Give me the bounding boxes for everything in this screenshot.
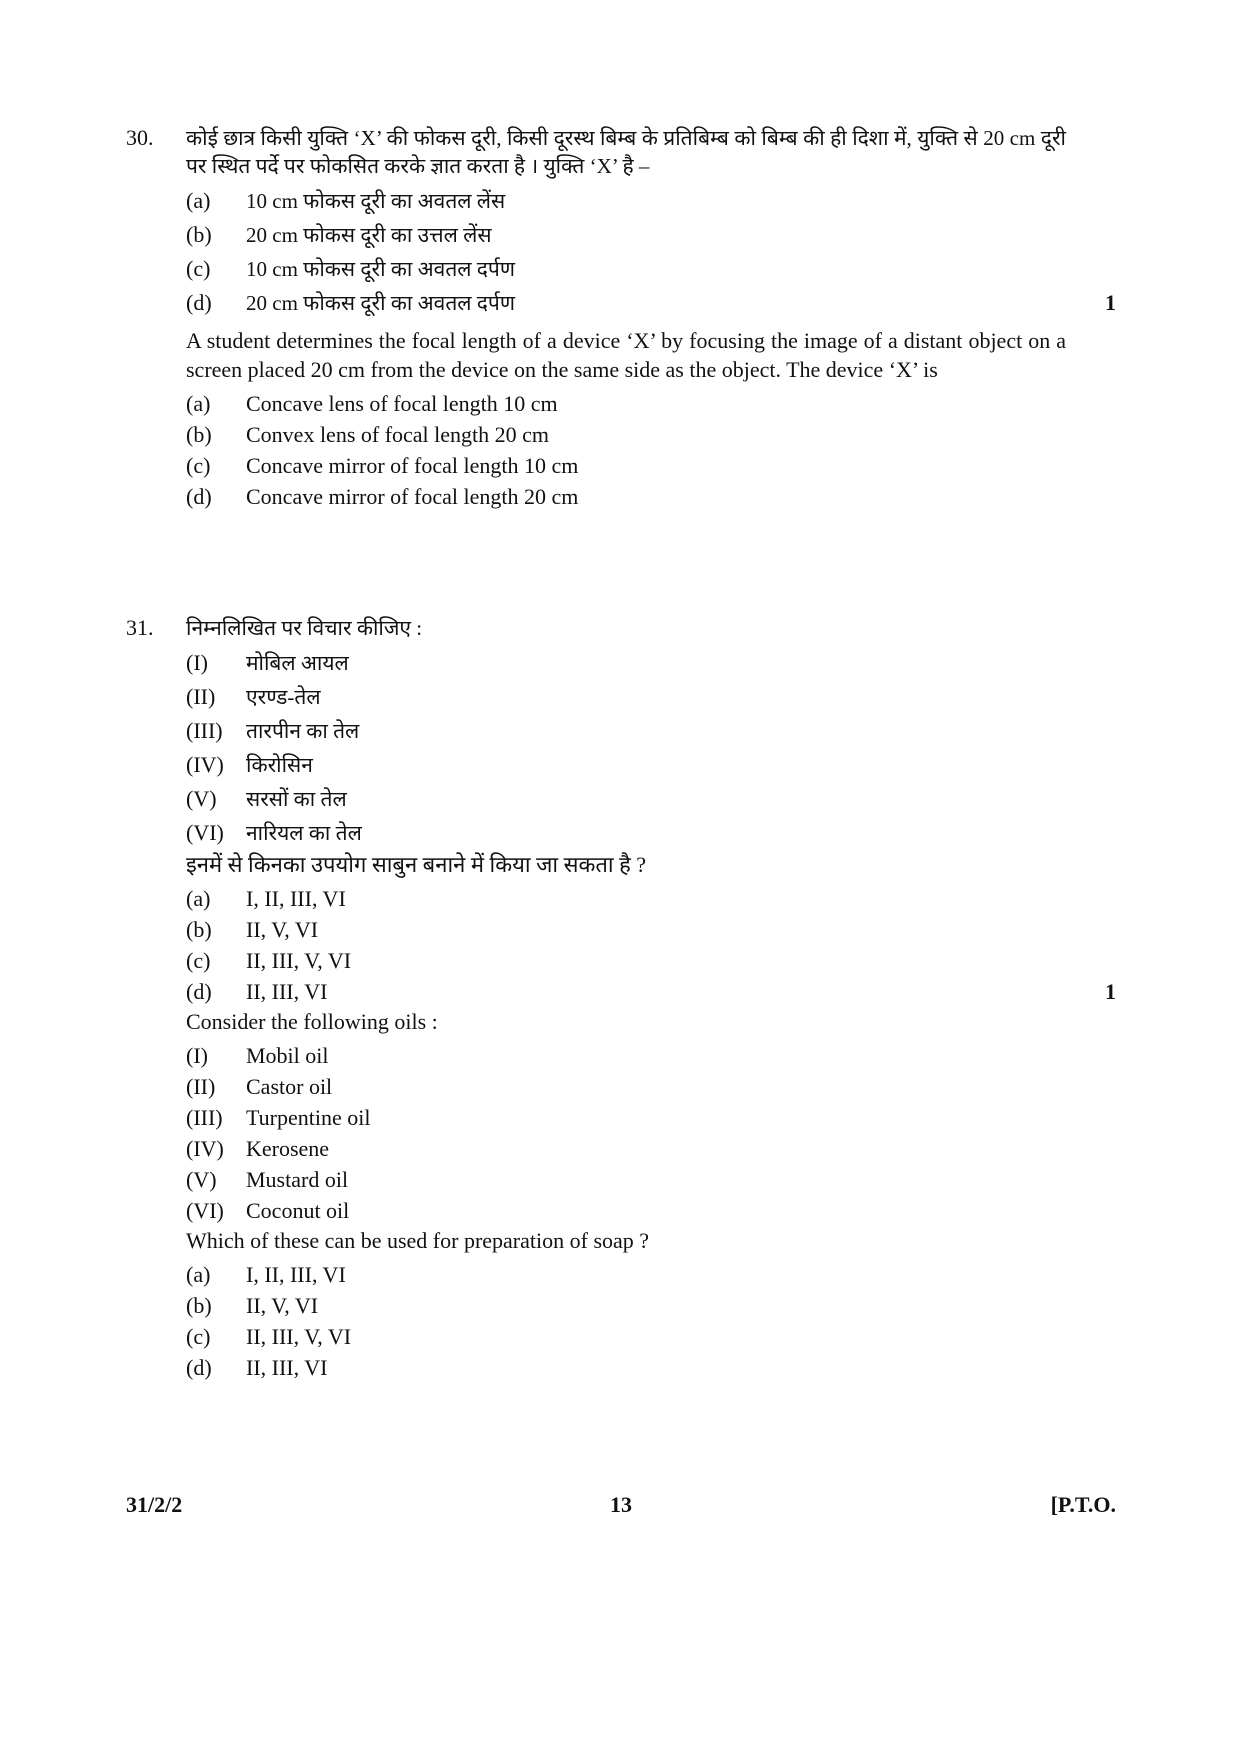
- item-label: (II): [186, 684, 216, 709]
- question-text-hindi: इनमें से किनका उपयोग साबुन बनाने में किया जा सकता है ?: [186, 852, 647, 877]
- question-number: 30.: [126, 125, 154, 150]
- question-30: [126, 124, 1116, 512]
- option-a: [186, 883, 1116, 914]
- item-text: Castor oil: [246, 1073, 333, 1099]
- question-31-english-options: [186, 1259, 1116, 1383]
- item-label: (VI): [186, 1197, 224, 1223]
- list-item: [186, 1164, 1116, 1195]
- item-label: (IV): [186, 1135, 224, 1161]
- list-item: [186, 1133, 1116, 1164]
- option-text: II, III, V, VI: [246, 947, 352, 973]
- option-c: [186, 252, 1116, 286]
- item-label: (II): [186, 1073, 216, 1099]
- option-b: [186, 419, 1116, 450]
- item-text: Mustard oil: [246, 1166, 349, 1192]
- item-text: एरण्ड-तेल: [246, 685, 321, 709]
- option-text: 10 cm फोकस दूरी का अवतल दर्पण: [246, 257, 516, 281]
- paper-code: 31/2/2: [126, 1492, 183, 1517]
- question-30-hindi-stem: [126, 124, 1116, 180]
- item-text: Kerosene: [246, 1135, 330, 1161]
- option-a: [186, 1259, 1116, 1290]
- option-c: [186, 450, 1116, 481]
- option-label: (a): [186, 390, 211, 416]
- option-text: I, II, III, VI: [246, 885, 346, 911]
- option-text: II, V, VI: [246, 916, 319, 942]
- question-30-hindi-options: [186, 184, 1116, 320]
- page-footer: [126, 1492, 1116, 1522]
- item-text: सरसों का तेल: [246, 787, 347, 811]
- marks: 1: [1105, 978, 1116, 1004]
- list-item: [186, 646, 1116, 680]
- option-label: (a): [186, 885, 211, 911]
- question-31-hindi-stem: [126, 614, 1116, 642]
- option-text: I, II, III, VI: [246, 1261, 346, 1287]
- list-item: [186, 1195, 1116, 1226]
- option-text: II, III, V, VI: [246, 1323, 352, 1349]
- option-d: [186, 976, 1116, 1007]
- question-text-english: Which of these can be used for preparation of soap ?: [186, 1228, 650, 1253]
- option-text: Concave mirror of focal length 10 cm: [246, 452, 579, 478]
- item-text: Turpentine oil: [246, 1104, 371, 1130]
- item-text: Coconut oil: [246, 1197, 350, 1223]
- option-label: (d): [186, 1354, 212, 1380]
- item-text: Mobil oil: [246, 1042, 329, 1068]
- option-b: [186, 1290, 1116, 1321]
- question-intro-english: Consider the following oils :: [186, 1009, 438, 1034]
- list-item: [186, 816, 1116, 850]
- option-label: (c): [186, 256, 211, 281]
- option-label: (d): [186, 483, 212, 509]
- option-label: (b): [186, 1292, 212, 1318]
- option-c: [186, 1321, 1116, 1352]
- option-text: Concave lens of focal length 10 cm: [246, 390, 558, 416]
- option-text: 20 cm फोकस दूरी का उत्तल लेंस: [246, 223, 492, 247]
- question-text-hindi: कोई छात्र किसी युक्ति ‘X’ की फोकस दूरी, किसी दूरस्थ बिम्ब के प्रतिबिम्ब को बिम्ब की ही दिशा में, युक्ति से 20 cm दूरी पर स्थित पर्दे पर फोकसित करके ज्ञात करता है । युक्ति ‘X’ है –: [186, 126, 1066, 178]
- list-item: [186, 714, 1116, 748]
- item-text: मोबिल आयल: [246, 651, 349, 675]
- option-d: [186, 286, 1116, 320]
- option-text: Convex lens of focal length 20 cm: [246, 421, 550, 447]
- question-31-english-items: [186, 1040, 1116, 1226]
- option-a: [186, 184, 1116, 218]
- question-number: 31.: [126, 615, 154, 640]
- question-intro-hindi: निम्नलिखित पर विचार कीजिए :: [186, 616, 423, 640]
- list-item: [186, 782, 1116, 816]
- option-d: [186, 1352, 1116, 1383]
- list-item: [186, 748, 1116, 782]
- option-label: (b): [186, 421, 212, 447]
- list-item: [186, 1071, 1116, 1102]
- option-label: (c): [186, 947, 211, 973]
- option-label: (c): [186, 1323, 211, 1349]
- option-label: (a): [186, 1261, 211, 1287]
- option-label: (c): [186, 452, 211, 478]
- item-label: (V): [186, 786, 217, 811]
- question-text-english: A student determines the focal length of a device ‘X’ by focusing the image of a distant object on a screen placed 20 cm from the device on the same side as the object. The device ‘X’ is: [186, 328, 1066, 382]
- option-label: (d): [186, 978, 212, 1004]
- list-item: [186, 1102, 1116, 1133]
- list-item: [186, 680, 1116, 714]
- item-label: (III): [186, 1104, 223, 1130]
- question-31: [126, 614, 1116, 1383]
- question-30-english-options: [186, 388, 1116, 512]
- option-text: II, III, VI: [246, 978, 328, 1004]
- option-text: II, V, VI: [246, 1292, 319, 1318]
- marks: 1: [1105, 290, 1116, 315]
- option-text: 10 cm फोकस दूरी का अवतल लेंस: [246, 189, 506, 213]
- pto-label: [P.T.O.: [1050, 1492, 1116, 1517]
- question-31-hindi-options: [186, 883, 1116, 1007]
- option-d: [186, 481, 1116, 512]
- item-text: नारियल का तेल: [246, 821, 362, 845]
- option-label: (b): [186, 222, 212, 247]
- item-text: तारपीन का तेल: [246, 719, 360, 743]
- option-label: (a): [186, 188, 211, 213]
- option-label: (d): [186, 290, 212, 315]
- item-label: (V): [186, 1166, 217, 1192]
- option-text: Concave mirror of focal length 20 cm: [246, 483, 579, 509]
- item-label: (I): [186, 650, 208, 675]
- item-label: (I): [186, 1042, 208, 1068]
- item-label: (IV): [186, 752, 224, 777]
- item-text: किरोसिन: [246, 753, 313, 777]
- option-text: II, III, VI: [246, 1354, 328, 1380]
- option-a: [186, 388, 1116, 419]
- option-label: (b): [186, 916, 212, 942]
- question-31-hindi-items: [186, 646, 1116, 850]
- option-c: [186, 945, 1116, 976]
- option-b: [186, 914, 1116, 945]
- option-b: [186, 218, 1116, 252]
- page-number: 13: [610, 1492, 632, 1517]
- item-label: (VI): [186, 820, 224, 845]
- option-text: 20 cm फोकस दूरी का अवतल दर्पण: [246, 291, 516, 315]
- item-label: (III): [186, 718, 223, 743]
- list-item: [186, 1040, 1116, 1071]
